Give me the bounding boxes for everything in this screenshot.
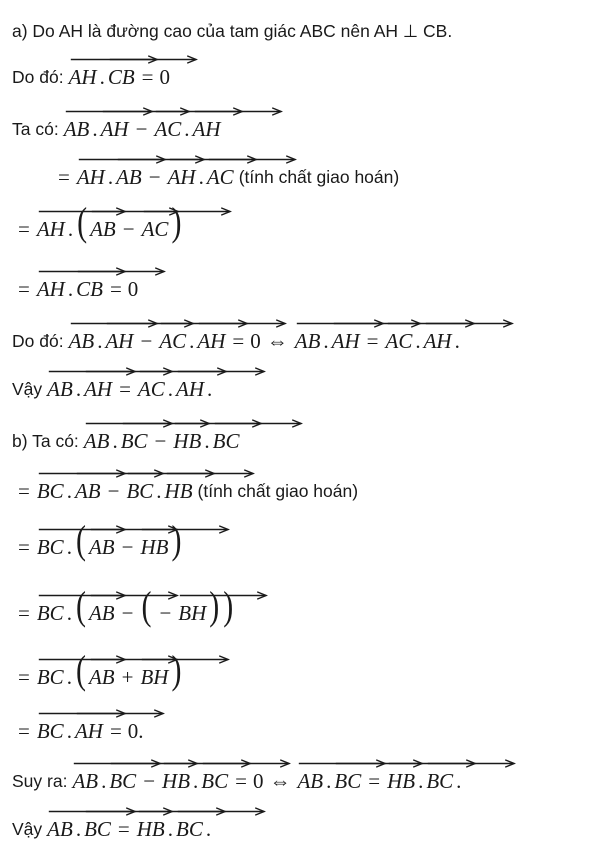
vector-label: BC (36, 535, 64, 559)
vector-label: AH (331, 329, 360, 353)
vector-ac (159, 318, 186, 352)
vector-hb (173, 418, 201, 452)
vector-bc (121, 418, 148, 452)
dot-operator: . (75, 817, 82, 841)
dot-operator: . (66, 535, 72, 559)
vector-label: AH (36, 277, 65, 301)
operator: − (140, 329, 153, 353)
operator: − (159, 601, 172, 625)
dot-operator: . (67, 277, 74, 301)
dot-operator: . (75, 377, 82, 401)
operator: = (18, 277, 30, 301)
vector-ah (332, 318, 360, 352)
vector-bc (84, 806, 111, 840)
vector-ah (37, 206, 65, 240)
number: 0 (250, 329, 261, 353)
operator: = (119, 377, 131, 401)
text-segment: Do đó: (12, 67, 64, 87)
math-expression (12, 584, 235, 629)
left-paren: ( (75, 648, 86, 693)
vector-ah (105, 318, 133, 352)
vector-ah (168, 154, 196, 188)
vector-ab (75, 468, 101, 502)
operator: − (135, 117, 148, 141)
vector-label: AC (141, 217, 169, 241)
vector-bc (334, 758, 361, 792)
right-paren: ) (171, 200, 182, 245)
vector-label: AH (68, 65, 97, 89)
vector-label: AB (90, 217, 116, 241)
dot-operator: . (99, 65, 105, 89)
operator: − (154, 429, 167, 453)
vector-label: AH (167, 165, 196, 189)
vector-label: AB (83, 429, 110, 453)
vector-ah (176, 366, 204, 400)
vector-arrow-icon (207, 155, 297, 164)
vector-bc (201, 758, 228, 792)
vector-label: AH (105, 329, 134, 353)
operator: = (368, 769, 381, 793)
vector-arrow-icon (142, 207, 232, 216)
right-paren: ) (223, 584, 234, 629)
vector-ab (295, 318, 321, 352)
dot-operator: . (198, 165, 204, 189)
text-segment: Do đó: (12, 331, 64, 351)
dot-operator: . (66, 601, 72, 625)
right-paren: ) (171, 648, 182, 693)
vector-ah (77, 154, 105, 188)
vector-hb (165, 468, 193, 502)
vector-label: AB (294, 329, 321, 353)
dot-operator: . (415, 329, 421, 353)
vector-label: AB (88, 535, 115, 559)
operator: = (109, 277, 122, 301)
dot-operator: . (418, 769, 424, 793)
line-11 (12, 518, 183, 563)
vector-bc (176, 806, 203, 840)
operator: − (121, 535, 134, 559)
line-3 (12, 100, 222, 140)
dot-operator: . (97, 329, 103, 353)
vector-hb (137, 806, 165, 840)
vector-ac (386, 318, 413, 352)
vector-bc (37, 590, 64, 624)
vector-ac (207, 154, 234, 188)
math-expression (83, 418, 241, 452)
operator: = (366, 329, 379, 353)
vector-label: BC (36, 665, 64, 689)
vector-label: AB (297, 769, 324, 793)
line-4 (52, 148, 403, 188)
dot-operator: . (193, 769, 199, 793)
vector-ah (101, 106, 129, 140)
vector-bc (126, 468, 153, 502)
vector-ah (193, 106, 221, 140)
operator: − (107, 479, 120, 503)
number: 0 (252, 769, 264, 793)
vector-arrow-icon (213, 419, 303, 428)
operator: − (148, 165, 161, 189)
text-segment: a) Do AH là đường cao của tam giác ABC nên AH ⊥ CB. (12, 21, 453, 41)
vector-bh (178, 590, 206, 624)
vector-label: AH (192, 117, 221, 141)
vector-ab (89, 524, 115, 558)
vector-label: BC (36, 719, 64, 743)
operator: = (18, 479, 30, 503)
vector-cb (108, 54, 135, 88)
vector-label: AH (84, 377, 113, 401)
dot-operator: . (66, 719, 72, 743)
math-expression (46, 806, 213, 840)
vector-label: AB (68, 329, 95, 353)
vector-label: BC (120, 429, 148, 453)
vector-label: BC (176, 817, 203, 841)
vector-label: BC (201, 769, 229, 793)
operator: = (109, 719, 122, 743)
vector-ab (90, 206, 116, 240)
vector-label: AH (76, 165, 105, 189)
dot-operator: . (92, 117, 98, 141)
vector-label: AH (197, 329, 226, 353)
vector-label: BH (178, 601, 207, 625)
operator: = (58, 165, 70, 189)
vector-ab (297, 758, 323, 792)
line-5 (12, 200, 183, 245)
vector-arrow-icon (424, 319, 514, 328)
vector-label: AC (137, 377, 165, 401)
text-segment: Suy ra: (12, 771, 68, 791)
vector-ab (64, 106, 90, 140)
vector-ab (47, 366, 73, 400)
line-16 (12, 800, 213, 840)
vector-bc (37, 468, 64, 502)
line-14 (12, 702, 144, 742)
right-paren: ) (171, 518, 182, 563)
dot-operator: . (112, 429, 118, 453)
dot-operator: . (454, 329, 460, 353)
text-segment: b) Ta có: (12, 431, 79, 451)
vector-label: AC (159, 329, 187, 353)
vector-hb (387, 758, 415, 792)
operator: ⇔ (269, 769, 291, 793)
operator: = (18, 535, 30, 559)
left-paren: ( (75, 584, 86, 629)
vector-label: HB (162, 769, 191, 793)
dot-operator: . (66, 479, 72, 503)
text-segment: Vậy (12, 379, 43, 399)
vector-ac (142, 206, 169, 240)
vector-label: AC (206, 165, 234, 189)
operator: = (18, 665, 30, 689)
vector-arrow-icon (426, 759, 516, 768)
vector-ab (72, 758, 98, 792)
dot-operator: . (323, 329, 329, 353)
number: 0 (159, 65, 170, 89)
vector-bh (140, 654, 168, 688)
operator: = (141, 65, 154, 89)
line-7 (12, 312, 462, 352)
vector-label: HB (164, 479, 193, 503)
vector-label: BC (334, 769, 362, 793)
math-expression (71, 758, 463, 792)
vector-label: AB (116, 165, 142, 189)
vector-label: AH (100, 117, 129, 141)
number: 0 (127, 277, 139, 301)
vector-arrow-icon (165, 469, 255, 478)
vector-label: BC (36, 479, 64, 503)
vector-bc (213, 418, 240, 452)
dot-operator: . (456, 769, 462, 793)
math-expression (68, 318, 462, 352)
vector-label: AH (74, 719, 103, 743)
math-expression (68, 54, 170, 88)
vector-ah (37, 266, 65, 300)
vector-bc (37, 708, 64, 742)
dot-operator: . (207, 377, 213, 401)
vector-ac (138, 366, 165, 400)
operator: = (235, 769, 247, 793)
vector-label: CB (107, 65, 135, 89)
math-expression (12, 200, 183, 245)
dot-operator: . (66, 665, 72, 689)
vector-label: AB (74, 479, 101, 503)
math-expression (63, 106, 222, 140)
operator: + (121, 665, 134, 689)
text-segment: (tính chất giao hoán) (197, 481, 359, 501)
vector-label: AH (36, 217, 65, 241)
vector-ab (89, 654, 115, 688)
line-8 (12, 360, 214, 400)
dot-operator: . (205, 817, 212, 841)
line-15 (12, 752, 463, 792)
vector-arrow-icon (140, 655, 230, 664)
text-segment: Vậy (12, 819, 43, 839)
vector-label: AH (423, 329, 452, 353)
operator: = (117, 817, 130, 841)
vector-ac (154, 106, 181, 140)
vector-arrow-icon (140, 525, 230, 534)
vector-ah (197, 318, 225, 352)
vector-cb (76, 266, 103, 300)
dot-operator: . (167, 817, 173, 841)
operator: = (18, 601, 30, 625)
math-expression (12, 708, 144, 742)
left-paren: ( (75, 518, 86, 563)
line-13 (12, 648, 183, 693)
operator: = (18, 719, 30, 743)
vector-label: AB (47, 817, 73, 841)
math-expression (12, 468, 194, 502)
vector-arrow-icon (176, 367, 266, 376)
vector-ab (116, 154, 142, 188)
text-segment: (tính chất giao hoán) (238, 167, 400, 187)
dot-operator: . (184, 117, 190, 141)
vector-bc (109, 758, 136, 792)
operator: ⇔ (266, 329, 288, 353)
vector-ah (75, 708, 103, 742)
vector-hb (162, 758, 190, 792)
vector-ah (84, 366, 112, 400)
dot-operator: . (156, 479, 162, 503)
number: 0. (127, 719, 144, 743)
vector-label: AB (72, 769, 99, 793)
dot-operator: . (67, 217, 74, 241)
vector-arrow-icon (193, 107, 283, 116)
vector-arrow-icon (201, 759, 291, 768)
vector-label: HB (173, 429, 202, 453)
vector-ab (89, 590, 115, 624)
vector-label: BC (36, 601, 64, 625)
vector-bc (37, 654, 64, 688)
vector-label: AC (385, 329, 413, 353)
vector-ab (69, 318, 95, 352)
vector-label: BC (426, 769, 454, 793)
operator: = (18, 217, 30, 241)
dot-operator: . (326, 769, 332, 793)
vector-label: BC (109, 769, 137, 793)
line-1 (12, 2, 456, 42)
line-9 (12, 412, 240, 452)
vector-label: AB (88, 665, 115, 689)
dot-operator: . (107, 165, 114, 189)
vector-label: BH (140, 665, 169, 689)
operator: − (143, 769, 156, 793)
right-paren: ) (209, 584, 220, 629)
vector-arrow-icon (108, 55, 198, 64)
operator: − (122, 217, 135, 241)
line-10 (12, 462, 362, 502)
math-expression (12, 648, 183, 693)
math-expression (52, 154, 235, 188)
vector-bc (426, 758, 453, 792)
math-expression (12, 518, 183, 563)
vector-label: HB (136, 817, 165, 841)
vector-label: AH (176, 377, 204, 401)
left-paren: ( (77, 200, 88, 245)
text-segment: Ta có: (12, 119, 59, 139)
vector-label: BC (212, 429, 240, 453)
vector-ah (424, 318, 452, 352)
vector-label: HB (140, 535, 169, 559)
vector-arrow-icon (197, 319, 287, 328)
vector-label: BC (84, 817, 111, 841)
dot-operator: . (189, 329, 195, 353)
math-expression (12, 266, 138, 300)
vector-arrow-icon (89, 591, 179, 600)
line-6 (12, 260, 138, 300)
line-2 (12, 48, 170, 88)
vector-ab (84, 418, 110, 452)
vector-label: HB (387, 769, 416, 793)
vector-ab (47, 806, 73, 840)
vector-arrow-icon (176, 807, 266, 816)
vector-label: AB (47, 377, 73, 401)
left-paren: ( (141, 584, 152, 629)
dot-operator: . (204, 429, 210, 453)
vector-label: CB (76, 277, 103, 301)
vector-arrow-icon (75, 709, 165, 718)
line-12 (12, 584, 235, 629)
vector-label: AB (88, 601, 115, 625)
vector-hb (140, 524, 168, 558)
vector-bc (37, 524, 64, 558)
vector-label: BC (126, 479, 154, 503)
vector-label: AB (63, 117, 90, 141)
vector-label: AC (154, 117, 182, 141)
operator: = (232, 329, 245, 353)
vector-arrow-icon (76, 267, 166, 276)
vector-ah (69, 54, 97, 88)
dot-operator: . (167, 377, 173, 401)
operator: − (121, 601, 134, 625)
math-expression (46, 366, 214, 400)
dot-operator: . (101, 769, 107, 793)
